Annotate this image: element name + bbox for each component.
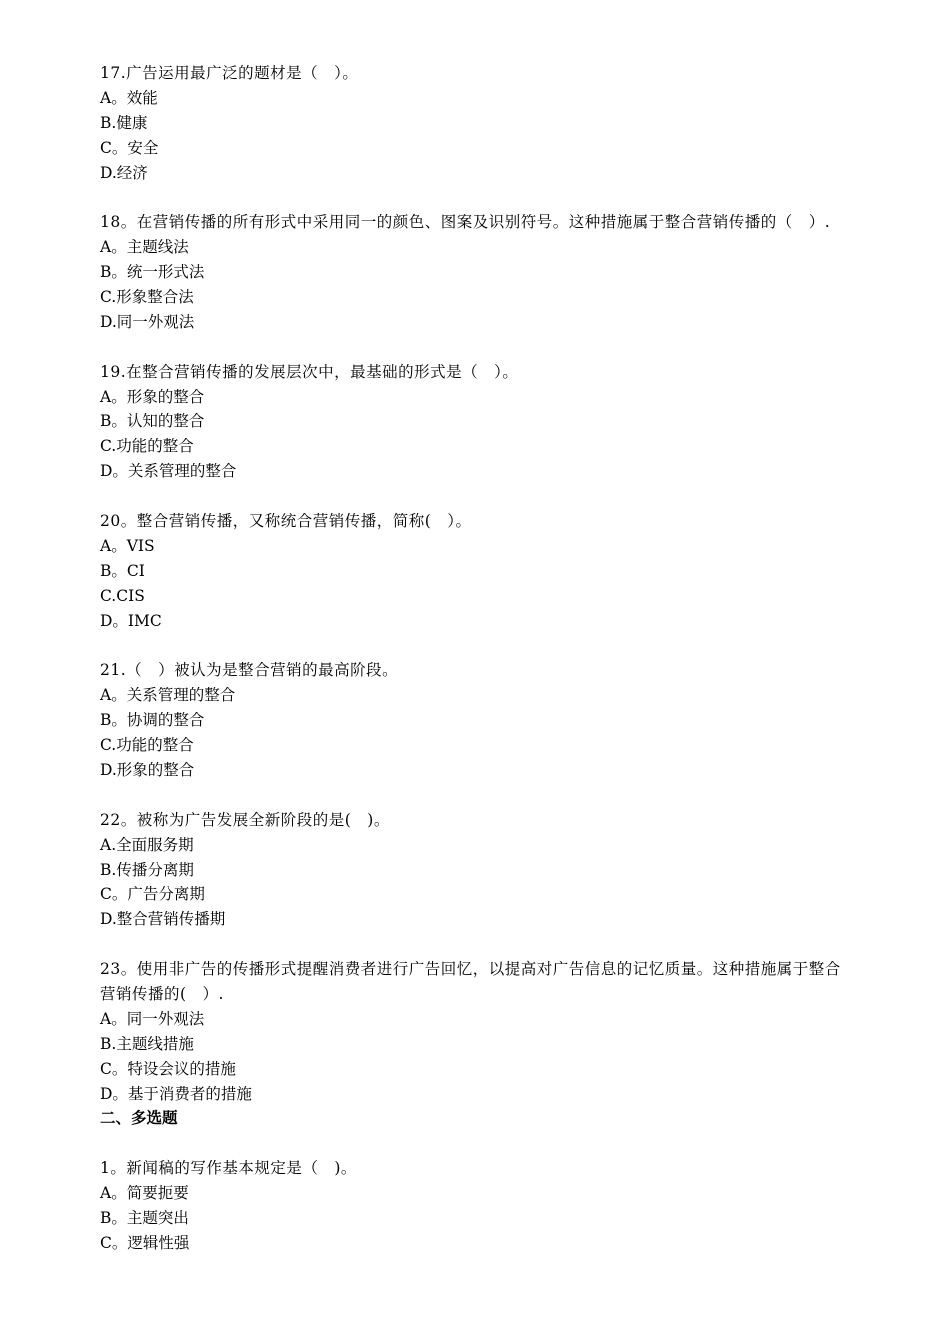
spacer [100, 484, 852, 509]
option-b: B。CI [100, 561, 145, 580]
option-b: B.传播分离期 [100, 860, 194, 879]
option-c: C。广告分离期 [100, 885, 205, 904]
question-stem: 20。整合营销传播，又称统合营销传播，简称( ）。 [100, 512, 472, 531]
option-b: B。统一形式法 [100, 263, 205, 282]
option-c: C。安全 [100, 138, 159, 157]
option-d: D.形象的整合 [100, 760, 195, 779]
option-a: A。主题线法 [100, 238, 189, 257]
option-d: D.经济 [100, 163, 148, 182]
option-b: B。主题突出 [100, 1209, 189, 1228]
option-c: C.功能的整合 [100, 437, 194, 456]
question-stem: 22。被称为广告发展全新阶段的是( )。 [100, 810, 390, 829]
option-a: A。效能 [100, 88, 158, 107]
question-stem: 19.在整合营销传播的发展层次中，最基础的形式是（ ）。 [100, 362, 519, 381]
option-c: C.功能的整合 [100, 736, 194, 755]
option-c: C.CIS [100, 586, 145, 605]
spacer [100, 634, 852, 659]
question-23 [100, 957, 852, 1106]
option-c: C.形象整合法 [100, 288, 194, 307]
option-c: C。逻辑性强 [100, 1233, 190, 1252]
option-d: D。基于消费者的措施 [100, 1084, 252, 1103]
question-22 [100, 808, 852, 932]
option-a: A。形象的整合 [100, 387, 205, 406]
document-page [100, 61, 852, 1256]
option-b: B.主题线措施 [100, 1034, 194, 1053]
option-b: B。认知的整合 [100, 412, 205, 431]
question-stem: 23。使用非广告的传播形式提醒消费者进行广告回忆，以提高对广告信息的记忆质量。这种措施属于整合营销传播的( ）. [100, 960, 841, 1003]
question-17 [100, 61, 852, 185]
multi-question-1 [100, 1156, 852, 1256]
spacer [100, 1131, 852, 1156]
option-c: C。特设会议的措施 [100, 1059, 236, 1078]
option-a: A。关系管理的整合 [100, 686, 236, 705]
question-stem: 18。在营销传播的所有形式中采用同一的颜色、图案及识别符号。这种措施属于整合营销传播的（ ）. [100, 213, 831, 232]
spacer [100, 932, 852, 957]
option-a: A。简要扼要 [100, 1184, 189, 1203]
option-a: A。VIS [100, 536, 155, 555]
question-stem: 21.（ ）被认为是整合营销的最高阶段。 [100, 661, 399, 680]
question-20 [100, 509, 852, 633]
question-21 [100, 658, 852, 782]
question-stem: 17.广告运用最广泛的题材是（ ）。 [100, 64, 359, 82]
spacer [100, 185, 852, 210]
spacer [100, 335, 852, 360]
option-d: D.整合营销传播期 [100, 910, 226, 929]
option-d: D。IMC [100, 611, 162, 630]
question-stem: 1。新闻稿的写作基本规定是（ )。 [100, 1159, 357, 1178]
option-d: D。关系管理的整合 [100, 462, 237, 481]
question-18 [100, 210, 852, 334]
option-b: B.健康 [100, 113, 148, 132]
option-a: A.全面服务期 [100, 835, 194, 854]
option-b: B。协调的整合 [100, 711, 205, 730]
section-heading-multiple-choice: 二、多选题 [100, 1108, 178, 1128]
option-d: D.同一外观法 [100, 312, 195, 331]
spacer [100, 783, 852, 808]
question-19 [100, 360, 852, 484]
option-a: A。同一外观法 [100, 1009, 205, 1028]
